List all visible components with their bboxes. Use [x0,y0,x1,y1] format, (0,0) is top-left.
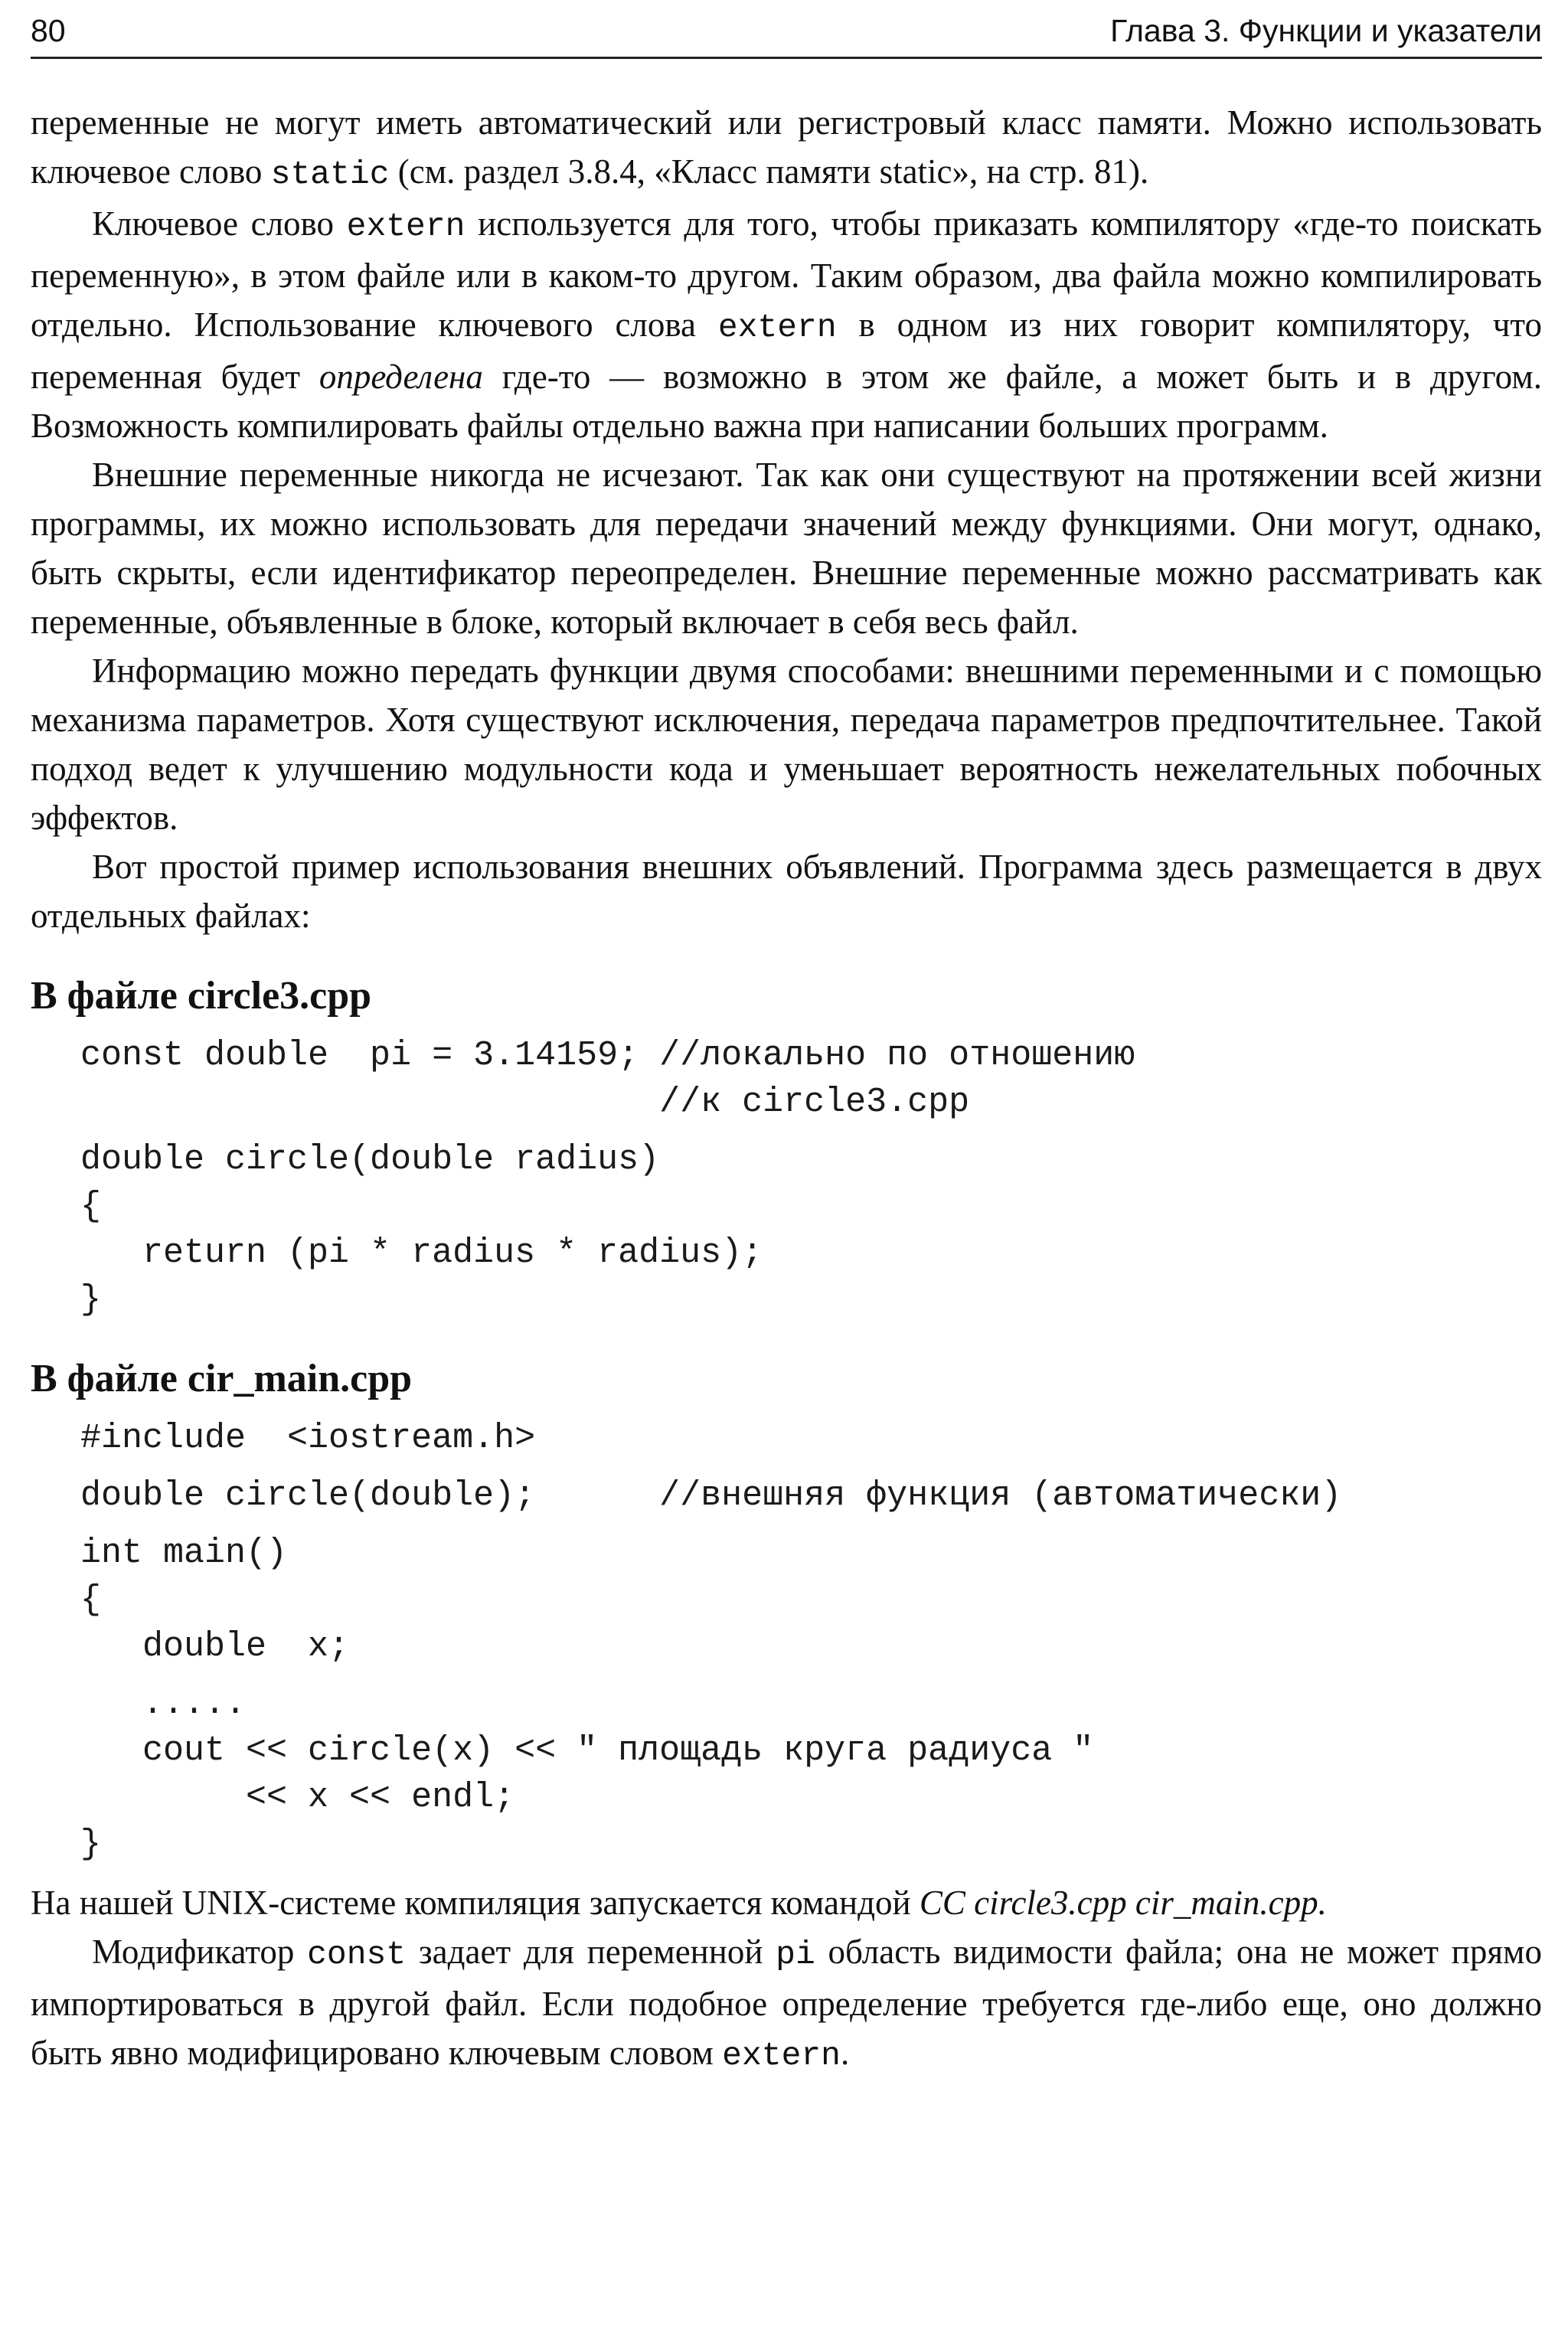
paragraph-storage-class: переменные не могут иметь автоматический или регистровый класс памяти. Можно использовать ключевое слово static (см. раздел 3.8.4, «Класс памяти static», на стр. 81). [31,103,1542,193]
code-line: const double pi = 3.14159; //локально по отношению [80,1036,1135,1075]
code-line: { [80,1187,102,1226]
keyword-static: static [270,155,390,193]
code-line: << x << endl; [80,1778,515,1817]
keyword-extern: extern [346,208,466,245]
code-line: double x; [80,1627,350,1666]
section-heading-circle3: В файле circle3.cpp [31,974,372,1018]
page-body [31,98,1542,2080]
code-line: ..... [80,1685,247,1724]
compile-command: CC circle3.cpp cir_main.cpp. [919,1884,1327,1922]
code-line: { [80,1580,102,1619]
chapter-title: Глава 3. Функции и указатели [1110,13,1542,48]
code-line: } [80,1825,102,1864]
code-line: #include <iostream.h> [80,1419,536,1458]
paragraph-external-variables: Внешние переменные никогда не исчезают. Так как они существуют на протяжении всей жизни программы, их можно использовать для передачи значений между функциями. Они могут, однако, быть скрыты, если идентификатор переопределен. Внешние переменные можно рассматривать как переменные, объявленные в блоке, который включает в себя весь файл. [31,456,1542,641]
code-block-cir-main [80,1415,1542,1868]
paragraph-passing-info: Информацию можно передать функции двумя способами: внешними переменными и с помощью механизма параметров. Хотя существуют исключения, передача параметров предпочтительнее. Такой подход ведет к улучшению модульности кода и уменьшает вероятность нежелательных побочных эффектов. [31,652,1542,837]
code-line: } [80,1280,102,1319]
code-line: //к circle3.cpp [80,1083,970,1122]
section-heading-cir-main: В файле cir_main.cpp [31,1357,413,1400]
paragraph-const-modifier: Модификатор const задает для переменной pi область видимости файла; она не может прямо импортироваться в другой файл. Если подобное определение требуется где-либо еще, оно должно быть явно модифицировано ключевым словом extern. [31,1933,1542,2074]
paragraph-extern: Ключевое слово extern используется для того, чтобы приказать компилятору «где-то поискать переменную», в этом файле или в каком-то другом. Таким образом, два файла можно компилировать отдельно. Использование ключевого слова extern в одном из них говорит компилятору, что переменная будет определена где-то — возможно в этом же файле, а может быть и в другом. Возможность компилировать файлы отдельно важна при написании больших программ. [31,204,1542,445]
running-header [31,6,1542,59]
identifier-pi: pi [776,1936,815,1973]
paragraph-example-intro: Вот простой пример использования внешних объявлений. Программа здесь размещается в двух отдельных файлах: [31,848,1542,935]
code-line: double circle(double radius) [80,1140,660,1179]
code-line: int main() [80,1534,288,1573]
paragraph-compile-command: На нашей UNIX-системе компиляция запускается командой CC circle3.cpp cir_main.cpp. [31,1884,1327,1922]
code-line: cout << circle(x) << " площадь круга радиуса " [80,1731,1094,1770]
keyword-const: const [307,1936,407,1973]
code-block-circle3 [80,1032,1542,1323]
emphasis-defined: определена [318,358,483,396]
keyword-extern: extern [717,309,837,346]
code-line: double circle(double); //внешняя функция (автоматически) [80,1476,1342,1515]
code-line: return (pi * radius * radius); [80,1234,763,1273]
page-number: 80 [31,13,66,48]
keyword-extern: extern [722,2037,841,2074]
